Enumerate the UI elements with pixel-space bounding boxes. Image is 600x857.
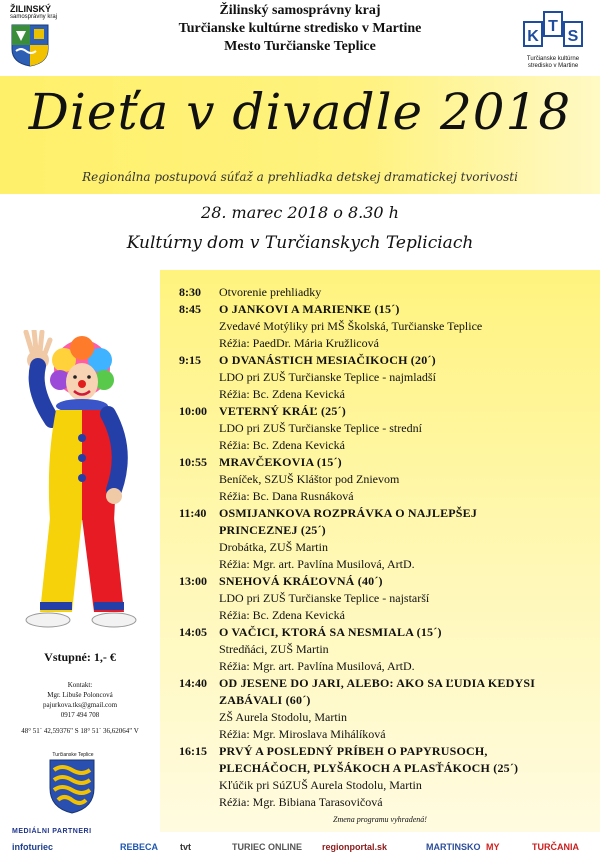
partner-logo-infoturiec: infoturiec bbox=[12, 842, 54, 852]
program-detail-row bbox=[160, 386, 600, 403]
program-detail-text: Stredňáci, ZUŠ Martin bbox=[219, 642, 329, 656]
program-detail-text: Beníček, SZUŠ Kláštor pod Znievom bbox=[219, 472, 400, 486]
program-performance-title: O JANKOVI A MARIENKE (15´) bbox=[219, 302, 400, 316]
program-performance-title: O VAČICI, KTORÁ SA NESMIALA (15´) bbox=[219, 625, 442, 639]
partner-logo-rebeca: REBECA bbox=[120, 842, 159, 852]
program-detail-row bbox=[160, 437, 600, 454]
partner-logo-martinsko: MARTINSKO bbox=[426, 842, 481, 852]
program-performance-title: PRINCEZNEJ (25´) bbox=[219, 523, 326, 537]
event-date: 28. marec 2018 o 8.30 h bbox=[201, 203, 399, 222]
entry-fee: Vstupné: 1,- € bbox=[44, 650, 116, 664]
program-item-1140 bbox=[160, 505, 600, 522]
turcianske-teplice-logo bbox=[48, 752, 98, 818]
program-performance-title: VETERNÝ KRÁĽ (25´) bbox=[219, 404, 346, 418]
contact-block bbox=[0, 680, 160, 720]
program-detail-row bbox=[160, 794, 600, 811]
program-time: 13:00 bbox=[179, 574, 207, 588]
program-detail-row bbox=[160, 369, 600, 386]
tt-logo-caption: Turčianske Teplice bbox=[52, 752, 94, 758]
program-detail-text: ZŠ Aurela Stodolu, Martin bbox=[219, 710, 347, 724]
program-detail-row bbox=[160, 471, 600, 488]
program-detail-row bbox=[160, 777, 600, 794]
kts-logo bbox=[518, 8, 588, 70]
gps-coordinates: 48° 51´ 42,59376" S 18° 51´ 36,62064" V bbox=[21, 727, 139, 735]
program-time: 10:55 bbox=[179, 455, 207, 469]
organizer-line-2: Turčianske kultúrne stredisko v Martine bbox=[178, 21, 422, 36]
contact-label: Kontakt: bbox=[67, 681, 93, 689]
program-detail-row bbox=[160, 318, 600, 335]
program-time: 10:00 bbox=[179, 404, 207, 418]
region-brand-text: ŽILINSKÝ bbox=[10, 4, 52, 14]
program-performance-title: O DVANÁSTICH MESIAČIKOCH (20´) bbox=[219, 353, 436, 367]
program-time: 8:30 bbox=[179, 285, 201, 299]
organizer-line-3: Mesto Turčianske Teplice bbox=[224, 39, 376, 54]
program-detail-text: Drobátka, ZUŠ Martin bbox=[219, 540, 328, 554]
program-note: Zmena programu vyhradená! bbox=[333, 815, 427, 824]
program-time: 16:15 bbox=[179, 744, 207, 758]
partner-logo-turiec-online: TURIEC ONLINE bbox=[232, 842, 303, 852]
partner-logo-tur-ania: TURČANIA bbox=[532, 842, 579, 852]
program-detail-row bbox=[160, 726, 600, 743]
program-time: 9:15 bbox=[179, 353, 201, 367]
program-detail-row bbox=[160, 522, 600, 539]
organizers-block bbox=[110, 2, 490, 56]
program-item-1000 bbox=[160, 403, 600, 420]
program-performance-title: SNEHOVÁ KRÁĽOVNÁ (40´) bbox=[219, 574, 383, 588]
program-time: 11:40 bbox=[179, 506, 207, 520]
program-detail-row bbox=[160, 641, 600, 658]
program-detail-text: Kľúčik pri SúZUŠ Aurela Stodolu, Martin bbox=[219, 778, 422, 792]
program-performance-title: ZABÁVALI (60´) bbox=[219, 693, 311, 707]
program-item-830 bbox=[160, 284, 600, 301]
program-detail-text: Réžia: Bc. Zdena Kevická bbox=[219, 387, 345, 401]
contact-email: pajurkova.tks@gmail.com bbox=[42, 701, 118, 709]
program-detail-row bbox=[160, 556, 600, 573]
program-detail-row bbox=[160, 607, 600, 624]
contact-phone: 0917 494 708 bbox=[60, 711, 100, 719]
program-detail-row bbox=[160, 658, 600, 675]
program-time: 14:40 bbox=[179, 676, 207, 690]
contact-name: Mgr. Libuše Poloncová bbox=[47, 691, 113, 699]
program-detail-text: Zvedavé Motýliky pri MŠ Školská, Turčianske Teplice bbox=[219, 319, 483, 333]
program-detail-text: Réžia: Bc. Dana Rusnáková bbox=[219, 489, 354, 503]
program-performance-title: PLECHÁČOCH, PLYŠÁKOCH A PLASŤÁKOCH (25´) bbox=[219, 761, 519, 775]
program-detail-text: Otvorenie prehliadky bbox=[219, 285, 322, 299]
program-item-1405 bbox=[160, 624, 600, 641]
region-brand-subtext: samosprávny kraj bbox=[10, 14, 58, 20]
program-time: 14:05 bbox=[179, 625, 207, 639]
partner-logo-tvt: tvt bbox=[180, 842, 191, 852]
media-partners-label: MEDIÁLNI PARTNERI bbox=[12, 828, 92, 835]
program-detail-row bbox=[160, 692, 600, 709]
program-detail-text: Réžia: Bc. Zdena Kevická bbox=[219, 438, 345, 452]
program-detail-row bbox=[160, 539, 600, 556]
kts-letter-t: T bbox=[548, 18, 558, 35]
organizer-line-1: Žilinský samosprávny kraj bbox=[219, 3, 381, 18]
program-detail-text: LDO pri ZUŠ Turčianske Teplice - najstarší bbox=[219, 591, 430, 605]
program-item-845 bbox=[160, 301, 600, 318]
program-panel bbox=[160, 270, 600, 832]
program-detail-text: Réžia: Mgr. art. Pavlína Musilová, ArtD. bbox=[219, 659, 415, 673]
partner-logo-regionportal-sk: regionportal.sk bbox=[322, 842, 388, 852]
kts-letter-s: S bbox=[567, 28, 579, 45]
program-performance-title: OD JESENE DO JARI, ALEBO: AKO SA ĽUDIA KEDYSI bbox=[219, 676, 536, 690]
program-item-915 bbox=[160, 352, 600, 369]
partner-logo-my: MY bbox=[486, 842, 500, 852]
program-detail-text: Réžia: Mgr. Bibiana Tarasovičová bbox=[219, 795, 383, 809]
program-detail-row bbox=[160, 709, 600, 726]
program-time: 8:45 bbox=[179, 302, 201, 316]
program-item-1055 bbox=[160, 454, 600, 471]
program-detail-text: LDO pri ZUŠ Turčianske Teplice - najmladší bbox=[219, 370, 436, 384]
program-detail-row bbox=[160, 590, 600, 607]
program-detail-row bbox=[160, 760, 600, 777]
program-detail-row bbox=[160, 488, 600, 505]
program-detail-text: Réžia: Bc. Zdena Kevická bbox=[219, 608, 345, 622]
program-item-1615 bbox=[160, 743, 600, 760]
program-detail-text: Réžia: PaedDr. Mária Kružlicová bbox=[219, 336, 379, 350]
program-detail-row bbox=[160, 420, 600, 437]
program-detail-row bbox=[160, 335, 600, 352]
event-venue: Kultúrny dom v Turčianskych Tepliciach bbox=[126, 233, 474, 253]
program-performance-title: OSMIJANKOVA ROZPRÁVKA O NAJLEPŠEJ bbox=[219, 506, 478, 520]
program-detail-text: Réžia: Mgr. art. Pavlína Musilová, ArtD. bbox=[219, 557, 415, 571]
region-coat-of-arms-icon bbox=[10, 23, 50, 67]
program-performance-title: PRVÝ A POSLEDNÝ PRÍBEH O PAPYRUSOCH, bbox=[219, 744, 488, 758]
program-item-1300 bbox=[160, 573, 600, 590]
tt-coat-of-arms-icon bbox=[48, 758, 96, 814]
kts-logo-icon bbox=[522, 8, 584, 50]
kts-letter-k: K bbox=[527, 28, 539, 45]
event-title: Dieťa v divadle 2018 bbox=[28, 83, 572, 141]
event-subtitle: Regionálna postupová súťaž a prehliadka detskej dramatickej tvorivosti bbox=[82, 170, 518, 184]
clown-illustration bbox=[2, 330, 157, 630]
zilina-region-logo bbox=[10, 4, 70, 71]
kts-caption: Turčianske kultúrne stredisko v Martine bbox=[526, 56, 580, 69]
program-performance-title: MRAVČEKOVIA (15´) bbox=[219, 455, 342, 469]
program-item-1440 bbox=[160, 675, 600, 692]
program-detail-text: Réžia: Mgr. Miroslava Mihálíková bbox=[219, 727, 386, 741]
program-detail-text: LDO pri ZUŠ Turčianske Teplice - strední bbox=[219, 421, 422, 435]
